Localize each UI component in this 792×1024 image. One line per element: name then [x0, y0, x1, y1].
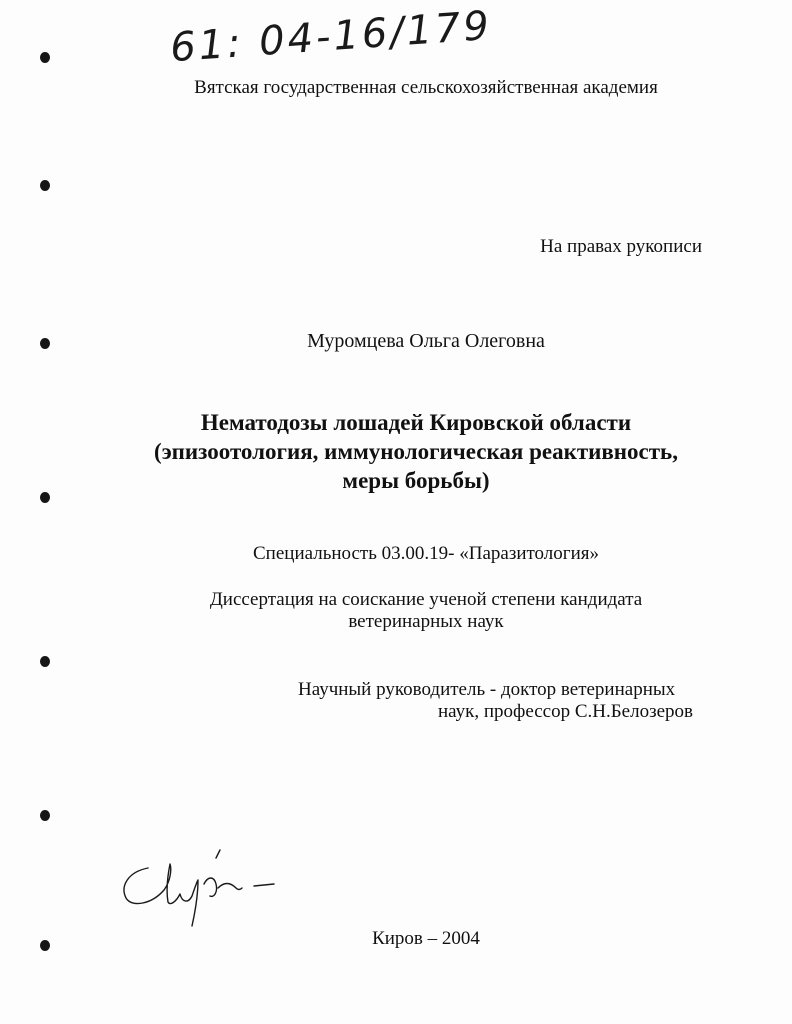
- supervisor-line-1: Научный руководитель - доктор ветеринарных: [298, 679, 676, 700]
- punch-hole-mark: [40, 338, 50, 349]
- title-line-2: (эпизоотология, иммунологическая реактивность,: [154, 439, 678, 464]
- punch-hole-mark: [40, 180, 50, 191]
- author-name: Муромцева Ольга Олеговна: [307, 330, 545, 352]
- institution-name: Вятская государственная сельскохозяйственная академия: [194, 77, 658, 98]
- punch-hole-mark: [40, 52, 50, 63]
- rights-note: На правах рукописи: [540, 236, 702, 257]
- punch-hole-mark: [40, 940, 50, 951]
- punch-hole-mark: [40, 656, 50, 667]
- title-line-3: меры борьбы): [342, 468, 490, 493]
- handwritten-signature: [118, 846, 278, 936]
- punch-hole-mark: [40, 810, 50, 821]
- degree-line-2: ветеринарных наук: [348, 611, 504, 632]
- city-year: Киров – 2004: [372, 928, 480, 949]
- handwritten-archive-code: 61: 04-16/179: [168, 2, 494, 72]
- punch-hole-mark: [40, 492, 50, 503]
- dissertation-degree: [30, 589, 792, 633]
- specialty: Специальность 03.00.19- «Паразитология»: [253, 543, 599, 564]
- degree-line-1: Диссертация на соискание ученой степени кандидата: [209, 589, 643, 610]
- dissertation-title: [0, 408, 792, 495]
- title-line-1: Нематодозы лошадей Кировской области: [200, 410, 632, 435]
- scientific-supervisor: [298, 679, 693, 723]
- supervisor-line-2: наук, профессор С.Н.Белозеров: [438, 701, 693, 722]
